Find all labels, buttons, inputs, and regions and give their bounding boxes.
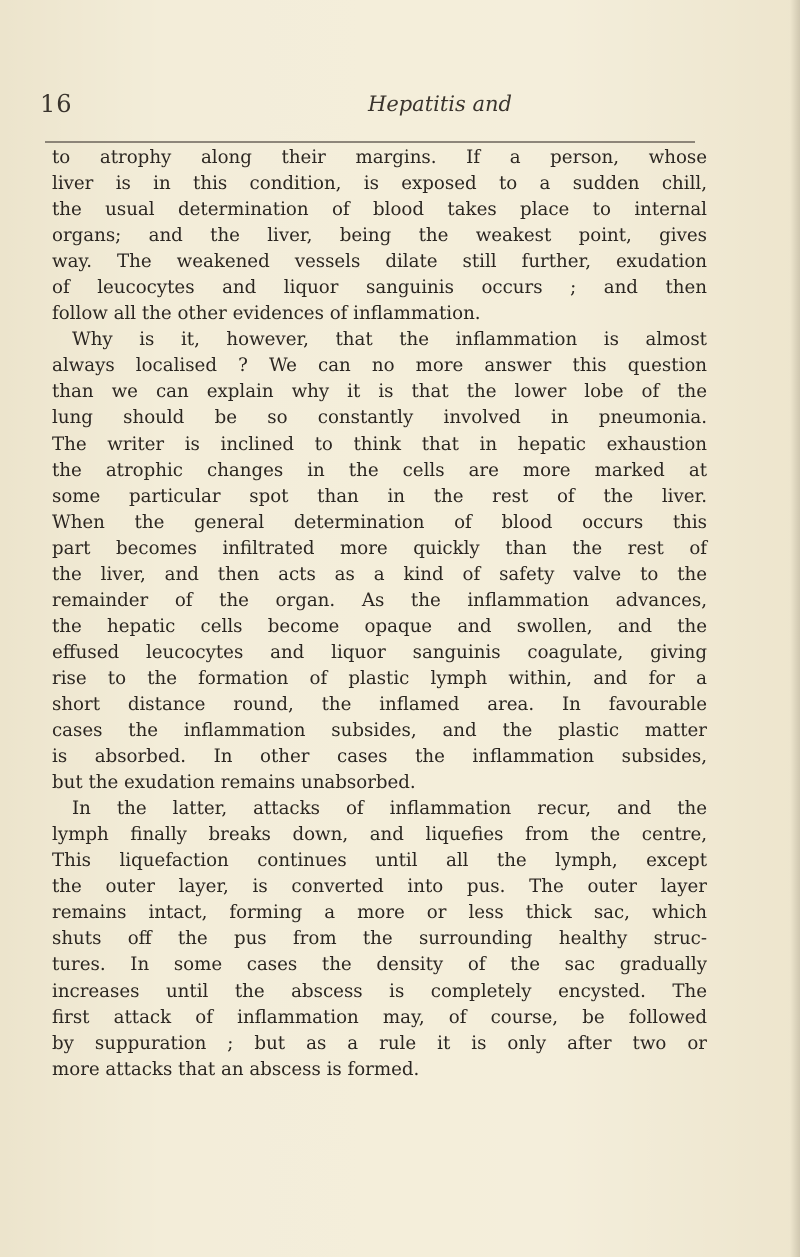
text-line: to atrophy along their margins. If a person, whose bbox=[52, 147, 707, 168]
text-line: part becomes infiltrated more quickly than the rest of bbox=[52, 537, 707, 559]
text-line: the usual determination of blood takes place to internal bbox=[52, 199, 707, 221]
text-line: liver is in this condition, is exposed to a sudden chill, bbox=[52, 173, 707, 195]
text-line: way. The weakened vessels dilate still further, exudation bbox=[52, 251, 707, 273]
text-line: remainder of the organ. As the inflammation advances, bbox=[52, 589, 707, 611]
text-line: short distance round, the inflamed area. In favourable bbox=[52, 693, 707, 715]
running-title: Hepatitis and bbox=[368, 92, 512, 116]
text-line: the atrophic changes in the cells are more marked at bbox=[52, 459, 707, 481]
text-line: When the general determination of blood occurs this bbox=[52, 511, 707, 533]
text-line: effused leucocytes and liquor sanguinis coagulate, giving bbox=[52, 641, 707, 663]
text-line: This liquefaction continues until all the lymph, except bbox=[52, 850, 707, 872]
text-line: increases until the abscess is completely encysted. The bbox=[52, 980, 707, 1002]
text-line: In the latter, attacks of inflammation recur, and the bbox=[72, 798, 707, 820]
text-line: shuts off the pus from the surrounding healthy struc- bbox=[52, 928, 707, 950]
text-line: tures. In some cases the density of the sac gradually bbox=[52, 954, 707, 976]
text-line: is absorbed. In other cases the inflammation subsides, bbox=[52, 746, 707, 768]
text-line: the hepatic cells become opaque and swollen, and the bbox=[52, 615, 707, 637]
text-line: by suppuration ; but as a rule it is only after two or bbox=[52, 1032, 707, 1054]
text-line: always localised ? We can no more answer this question bbox=[52, 355, 707, 377]
page-header bbox=[40, 90, 720, 130]
text-line: but the exudation remains unabsorbed. bbox=[52, 772, 416, 794]
text-line: more attacks that an abscess is formed. bbox=[52, 1058, 420, 1080]
text-line: organs; and the liver, being the weakest point, gives bbox=[52, 225, 707, 247]
page-edge-shadow bbox=[790, 0, 800, 1257]
text-line: some particular spot than in the rest of the liver. bbox=[52, 485, 707, 507]
text-line: follow all the other evidences of inflammation. bbox=[52, 303, 481, 325]
body-text bbox=[52, 145, 707, 1083]
text-line: The writer is inclined to think that in hepatic exhaustion bbox=[52, 433, 707, 455]
text-line: cases the inflammation subsides, and the plastic matter bbox=[52, 720, 707, 742]
text-line: the outer layer, is converted into pus. The outer layer bbox=[52, 876, 707, 898]
header-rule bbox=[45, 141, 695, 143]
text-line: than we can explain why it is that the lower lobe of the bbox=[52, 381, 707, 403]
text-line: rise to the formation of plastic lymph within, and for a bbox=[52, 667, 707, 689]
text-line: remains intact, forming a more or less thick sac, which bbox=[52, 902, 707, 924]
text-line: of leucocytes and liquor sanguinis occurs ; and then bbox=[52, 277, 707, 299]
text-line: lung should be so constantly involved in pneumonia. bbox=[52, 407, 707, 429]
text-line: Why is it, however, that the inflammation is almost bbox=[72, 329, 707, 351]
text-line: the liver, and then acts as a kind of safety valve to the bbox=[52, 563, 707, 585]
text-line: first attack of inflammation may, of course, be followed bbox=[52, 1006, 707, 1028]
page-number: 16 bbox=[40, 90, 73, 118]
text-line: lymph finally breaks down, and liquefies from the centre, bbox=[52, 824, 707, 846]
